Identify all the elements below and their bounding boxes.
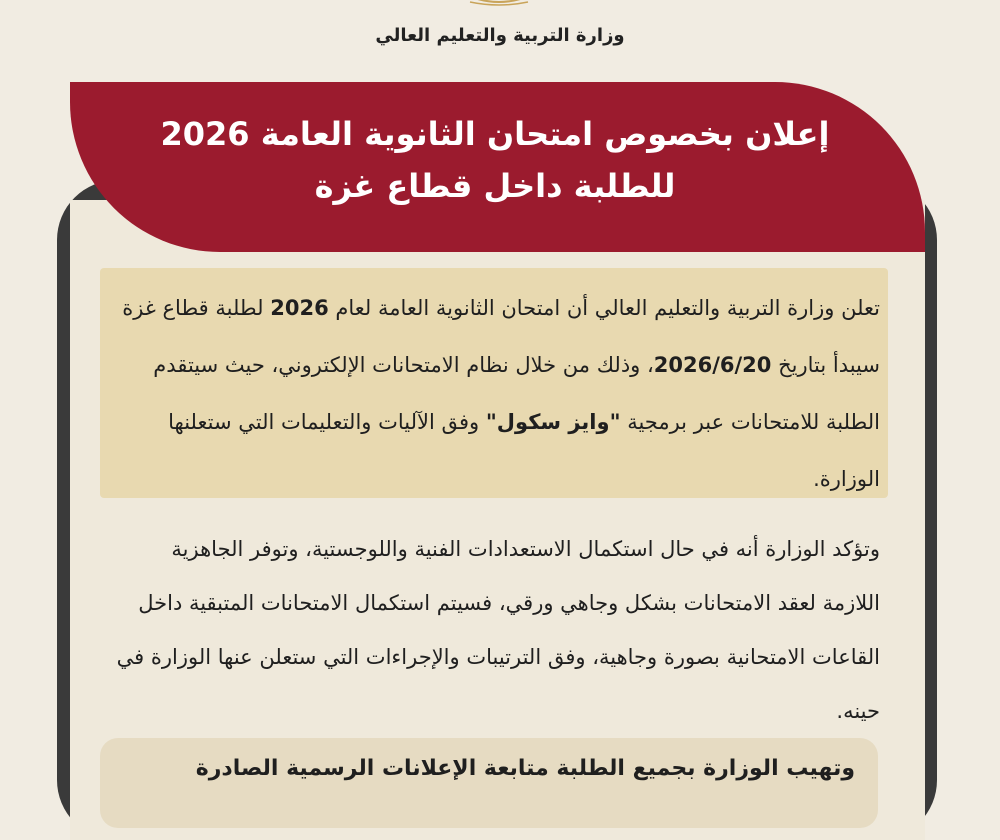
title-line-1: إعلان بخصوص امتحان الثانوية العامة 2026 bbox=[160, 115, 830, 153]
exam-date: 2026/6/20 bbox=[653, 353, 772, 377]
announcement-paragraph-1: تعلن وزارة التربية والتعليم العالي أن امتحان الثانوية العامة لعام 2026 لطلبة قطاع غزة سيبدأ بتاريخ 2026/6/20، وذلك من خلال نظام الامتحانات الإلكتروني، حيث سيتقدم الطلبة للامتحانات عبر برمجية "وايز سكول" وفق الآليات والتعليمات التي ستعلنها الوزارة. bbox=[122, 296, 880, 491]
platform-name: "وايز سكول" bbox=[485, 410, 621, 434]
announcement-title bbox=[95, 108, 895, 212]
exam-year: 2026 bbox=[270, 296, 329, 320]
announcement-paragraph-2: وتؤكد الوزارة أنه في حال استكمال الاستعدادات الفنية واللوجستية، وتوفر الجاهزية اللازمة لعقد الامتحانات بشكل وجاهي ورقي، فسيتم استكمال الامتحانات المتبقية داخل القاعات الامتحانية بصورة وجاهية، وفق الترتيبات والإجراءات التي ستعلن عنها الوزارة في حينه. bbox=[116, 537, 880, 723]
announcement-paragraph-3: وتهيب الوزارة بجميع الطلبة متابعة الإعلانات الرسمية الصادرة bbox=[195, 756, 855, 781]
title-line-2: للطلبة داخل قطاع غزة bbox=[314, 167, 676, 205]
ministry-name: وزارة التربية والتعليم العالي bbox=[375, 25, 625, 46]
ministry-emblem-logo bbox=[440, 0, 558, 14]
